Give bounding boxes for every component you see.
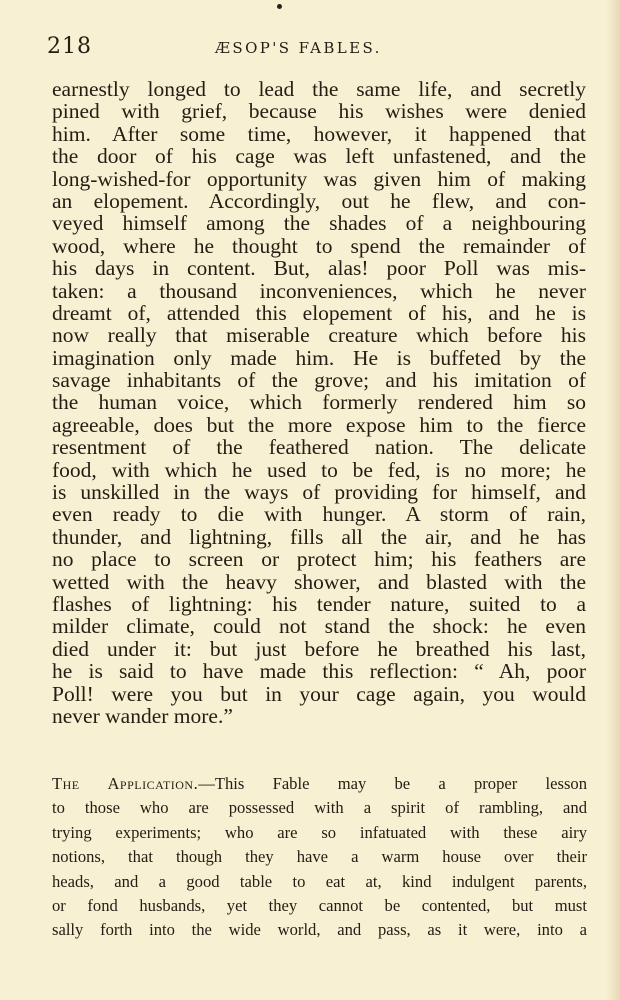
text-line: wood, where he thought to spend the remainder of [52,233,586,258]
page-number: 218 [47,34,92,59]
text-line: resentment of the feathered nation. The delicate [52,435,586,460]
text-line: dreamt of, attended this elopement of his, and he is [52,300,586,325]
text-line: the human voice, which formerly rendered him so [52,390,586,415]
text-line: he is said to have made this reflection: “ Ah, poor [52,659,586,684]
application-line: or fond husbands, yet they cannot be contented, but must [52,895,587,915]
text-line: wetted with the heavy shower, and blasted with the [52,569,586,594]
fable-text [52,78,586,727]
text-line: Poll! were you but in your cage again, you would [52,681,586,706]
text-line: veyed himself among the shades of a neighbouring [52,211,586,236]
text-line: died under it: but just before he breathed his last, [52,636,586,661]
text-line: earnestly longed to lead the same life, and secretly [52,77,586,101]
application-label: The Application. [52,774,199,793]
text-line: long-wished-for opportunity was given him of making [52,166,586,191]
text-line: food, with which he used to be fed, is no more; he [52,457,586,482]
text-line: the door of his cage was left unfastened, and the [52,144,586,169]
application-line: notions, that though they have a warm house over their [52,847,587,867]
text-line: agreeable, does but the more expose him to the fierce [52,412,586,437]
text-line: is unskilled in the ways of providing for himself, and [52,480,586,505]
text-line: even ready to die with hunger. A storm of rain, [52,502,586,527]
text-line: never wander more.” [52,703,233,728]
text-line: an elopement. Accordingly, out he flew, and con- [52,188,586,213]
application-first-line [52,772,587,796]
text-line: imagination only made him. He is buffeted by the [52,345,586,370]
application-line: heads, and a good table to eat at, kind indulgent parents, [52,871,587,891]
text-line: taken: a thousand inconveniences, which he never [52,278,586,303]
application-line: sally forth into the wide world, and pass, as it were, into a [52,920,587,940]
text-line: now really that miserable creature which before his [52,323,586,348]
application-line: trying experiments; who are so infatuated with these airy [52,822,587,842]
text-line: flashes of lightning: his tender nature, suited to a [52,591,586,616]
running-head: ÆSOP'S FABLES. [215,39,382,57]
text-line: thunder, and lightning, fills all the air, and he has [52,524,586,549]
text-line: him. After some time, however, it happened that [52,121,586,146]
text-line: pined with grief, because his wishes were denied [52,99,586,124]
application-line: to those who are possessed with a spirit of rambling, and [52,798,587,818]
application-first-line-text: —This Fable may be a proper lesson [198,774,588,793]
application-section [52,772,587,943]
text-line: no place to screen or protect him; his feathers are [52,547,586,572]
page-edge-shadow [606,0,620,1000]
text-line: savage inhabitants of the grove; and his imitation of [52,368,586,393]
ink-mark [277,4,282,9]
text-line: his days in content. But, alas! poor Poll was mis- [52,256,586,281]
page-header [47,34,587,64]
text-line: milder climate, could not stand the shock: he even [52,614,586,639]
